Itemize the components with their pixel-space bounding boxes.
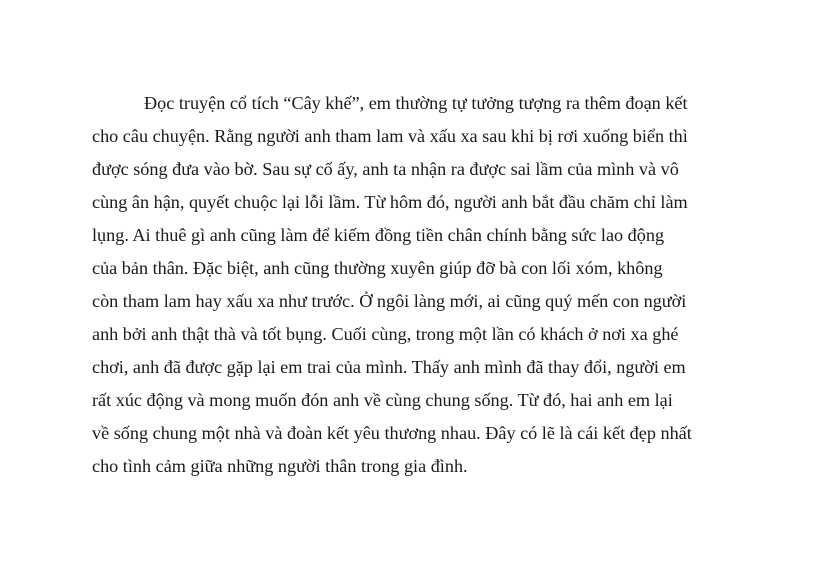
text-line: lụng. Ai thuê gì anh cũng làm để kiếm đồng tiền chân chính bằng sức lao động xyxy=(92,225,665,245)
text-line: về sống chung một nhà và đoàn kết yêu thương nhau. Đây có lẽ là cái kết đẹp nhất xyxy=(92,423,692,443)
paragraph xyxy=(92,87,732,483)
text-line: cho câu chuyện. Rằng người anh tham lam và xấu xa sau khi bị rơi xuống biển thì xyxy=(92,126,688,146)
text-line: cho tình cảm giữa những người thân trong gia đình. xyxy=(92,456,468,476)
text-line: cùng ân hận, quyết chuộc lại lỗi lầm. Từ hôm đó, người anh bắt đầu chăm chỉ làm xyxy=(92,192,688,212)
document-page xyxy=(92,87,732,483)
text-line: anh bởi anh thật thà và tốt bụng. Cuối cùng, trong một lần có khách ở nơi xa ghé xyxy=(92,324,679,344)
text-line: của bản thân. Đặc biệt, anh cũng thường xuyên giúp đỡ bà con lối xóm, không xyxy=(92,258,663,278)
text-line: Đọc truyện cổ tích “Cây khế”, em thường tự tưởng tượng ra thêm đoạn kết xyxy=(144,93,688,113)
text-line: rất xúc động và mong muốn đón anh về cùng chung sống. Từ đó, hai anh em lại xyxy=(92,390,673,410)
text-line: được sóng đưa vào bờ. Sau sự cố ấy, anh ta nhận ra được sai lầm của mình và vô xyxy=(92,159,679,179)
text-line: chơi, anh đã được gặp lại em trai của mình. Thấy anh mình đã thay đổi, người em xyxy=(92,357,686,377)
text-line: còn tham lam hay xấu xa như trước. Ở ngôi làng mới, ai cũng quý mến con người xyxy=(92,291,687,311)
